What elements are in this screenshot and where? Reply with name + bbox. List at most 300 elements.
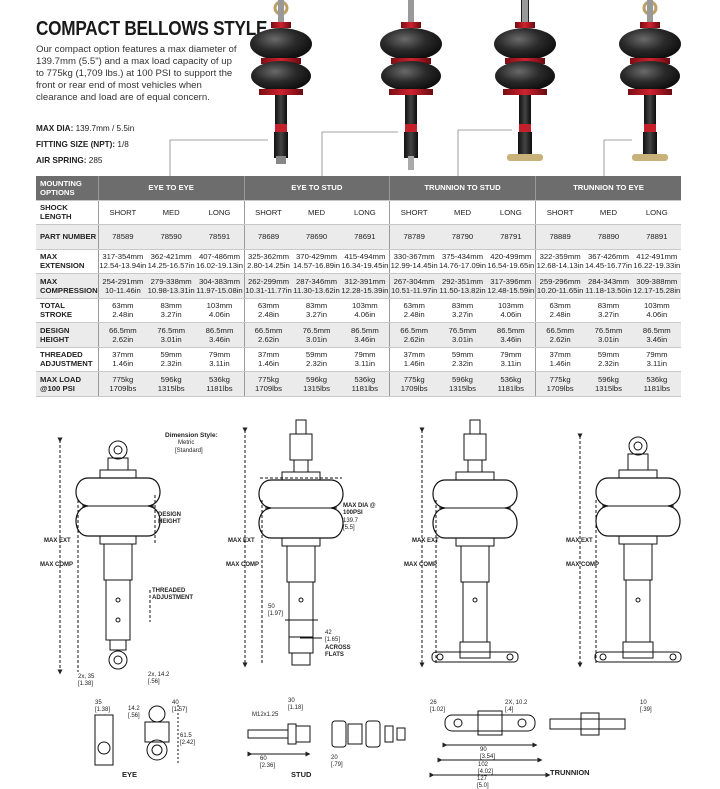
table-cell [98, 249, 147, 274]
max-ext-label-1: MAX EXT [44, 538, 71, 544]
cell-line: 63mm [549, 301, 571, 311]
table-cell [147, 372, 195, 397]
table-cell [390, 298, 439, 323]
table-cell [487, 200, 536, 225]
cell-line: 37mm [257, 350, 280, 360]
table-cell [633, 249, 681, 274]
max-dia-value: 139.7 [5.5] [343, 518, 359, 531]
eye-35-label: 2x, 35 [1.38] [78, 674, 95, 687]
table-cell [292, 249, 340, 274]
cell-line: 3.01in [597, 334, 619, 344]
row-label: MAX EXTENSION [36, 249, 98, 274]
cell-line: 103mm [643, 301, 670, 311]
trunnion-detail-90: 90 [3.54] [480, 747, 496, 760]
table-cell [341, 372, 390, 397]
cell-line: 3.27in [597, 310, 619, 320]
cell-line: 304-383mm [198, 276, 240, 286]
table-cell [584, 274, 632, 299]
cell-line: 78689 [257, 232, 280, 242]
table-cell [341, 225, 390, 250]
table-cell [292, 298, 340, 323]
cell-line: 259-296mm [539, 276, 581, 286]
group-header-trunnion-to-eye: TRUNNION TO EYE [535, 176, 681, 200]
table-cell [438, 274, 486, 299]
cell-line: 14.45-16.77in [584, 261, 632, 271]
table-cell [535, 347, 584, 372]
table-cell [584, 347, 632, 372]
stud-detail-20: 20 [.79] [331, 755, 343, 768]
cell-line: 76.5mm [448, 325, 477, 335]
table-cell [195, 372, 244, 397]
max-ext-label-4: MAX EXT [566, 538, 593, 544]
table-cell [487, 225, 536, 250]
cell-line: MED [162, 207, 180, 217]
cell-line: 59mm [160, 350, 182, 360]
cell-line: LONG [645, 207, 668, 217]
cell-line: 1.46in [549, 359, 571, 369]
table-cell [98, 298, 147, 323]
cell-line: 83mm [160, 301, 182, 311]
cell-line: 1181lbs [643, 383, 670, 393]
cell-line: 312-391mm [344, 276, 386, 286]
cell-line: 79mm [646, 350, 668, 360]
table-cell [633, 225, 681, 250]
max-comp-label-2: MAX COMP [226, 562, 259, 568]
table-cell [195, 274, 244, 299]
cell-line: 775kg [549, 374, 571, 384]
detail-trunnion [432, 711, 625, 775]
table-cell [438, 225, 486, 250]
cell-line: MED [599, 207, 618, 217]
table-cell [98, 347, 147, 372]
cell-line: 267-304mm [393, 276, 435, 286]
cell-line: 1709lbs [400, 383, 428, 393]
cell-line: 86.5mm [496, 325, 525, 335]
cell-line: 3.11in [209, 359, 230, 369]
cell-line: 1315lbs [449, 383, 476, 393]
cell-line: 1181lbs [497, 383, 524, 393]
eye-14-label: 2x, 14.2 [.56] [148, 672, 170, 685]
cell-line: 79mm [500, 350, 522, 360]
cell-line: 63mm [257, 301, 280, 311]
table-cell [244, 298, 292, 323]
table-cell [147, 347, 195, 372]
table-cell [633, 274, 681, 299]
cell-line: 16.34-19.45in [341, 261, 389, 271]
cell-line: LONG [499, 207, 522, 217]
cell-line: 83mm [597, 301, 620, 311]
cell-line: 536kg [500, 374, 522, 384]
table-cell [244, 249, 292, 274]
table-cell [244, 225, 292, 250]
table-cell [147, 225, 195, 250]
cell-line: 10.20-11.65in [536, 285, 584, 295]
cell-line: 1315lbs [303, 383, 330, 393]
cell-line: 12.28-15.39in [341, 285, 389, 295]
page-title: COMPACT BELLOWS STYLE [36, 18, 268, 40]
table-cell [98, 225, 147, 250]
table-cell [341, 274, 390, 299]
cell-line: 3.46in [646, 334, 668, 344]
table-cell [195, 225, 244, 250]
cell-line: 596kg [160, 374, 182, 384]
cell-line: 1.46in [112, 359, 134, 369]
table-cell [390, 249, 439, 274]
cell-line: 78591 [208, 232, 231, 242]
dimension-style-metric: Metric [178, 440, 195, 446]
table-cell [633, 200, 681, 225]
table-cell [487, 249, 536, 274]
cell-line: 10.31-11.77in [245, 285, 292, 295]
stud-50-label: 50 [1.97] [268, 604, 284, 617]
cell-line: 292-351mm [441, 276, 484, 286]
table-cell [584, 372, 632, 397]
cell-line: 2.62in [258, 334, 279, 344]
cell-line: 254-291mm [102, 276, 144, 286]
table-cell [438, 298, 486, 323]
table-cell [98, 372, 147, 397]
table-cell [244, 274, 292, 299]
table-cell [292, 200, 340, 225]
cell-line: 66.5mm [108, 325, 137, 335]
cell-line: 3.27in [306, 310, 327, 320]
cell-line: 76.5mm [302, 325, 331, 335]
max-comp-label-3: MAX COMP [404, 562, 437, 568]
max-dia-label: MAX DIA @ 100PSI [343, 503, 376, 516]
cell-line: 10-11.46in [104, 285, 141, 295]
cell-line: 317-396mm [490, 276, 532, 286]
cell-line: 78690 [305, 232, 328, 242]
cell-line: 362-421mm [150, 252, 192, 262]
group-header-trunnion-to-stud: TRUNNION TO STUD [390, 176, 536, 200]
cell-line: 76.5mm [157, 325, 186, 335]
dimension-style-label: Dimension Style: [165, 432, 218, 439]
table-cell [147, 274, 195, 299]
eye-detail-40: 40 [1.57] [172, 700, 188, 713]
table-cell [535, 274, 584, 299]
eye-detail-61: 61.5 [2.42] [180, 733, 196, 746]
cell-line: 103mm [206, 301, 233, 311]
table-cell [147, 323, 195, 348]
table-cell [292, 372, 340, 397]
stud-thread-label: M12x1.25 [252, 712, 279, 718]
table-cell [633, 372, 681, 397]
cell-line: 11.97-15.08in [196, 285, 243, 295]
cell-line: 83mm [305, 301, 328, 311]
group-header-eye-to-stud: EYE TO STUD [244, 176, 389, 200]
cell-line: 596kg [597, 374, 619, 384]
row-label: MAX LOAD @100 PSI [36, 372, 98, 397]
cell-line: 1.46in [403, 359, 425, 369]
cell-line: 12.99-14.45in [390, 261, 438, 271]
cell-line: 83mm [451, 301, 474, 311]
cell-line: 775kg [403, 374, 425, 384]
cell-line: 2.48in [549, 310, 571, 320]
table-cell [147, 249, 195, 274]
table-cell [633, 347, 681, 372]
cell-line: 86.5mm [205, 325, 234, 335]
cell-line: 2.62in [549, 334, 571, 344]
cell-line: 2.32in [306, 359, 327, 369]
cell-line: SHORT [109, 207, 137, 217]
table-cell [390, 323, 439, 348]
cell-line: 12.54-13.94in [99, 261, 147, 271]
drawing-eye-to-stud [245, 420, 343, 665]
table-cell [98, 323, 147, 348]
table-cell [535, 372, 584, 397]
table-cell [584, 200, 632, 225]
table-cell [584, 225, 632, 250]
table-cell [487, 323, 536, 348]
max-comp-label-1: MAX COMP [40, 562, 73, 568]
cell-line: 78789 [403, 232, 425, 242]
cell-line: 10.98-13.31in [147, 285, 195, 295]
table-cell [195, 200, 244, 225]
table-row [36, 323, 681, 348]
cell-line: 2.32in [452, 359, 473, 369]
cell-line: 4.06in [209, 310, 230, 320]
table-cell [438, 249, 486, 274]
cell-line: LONG [208, 207, 231, 217]
detail-stud [248, 721, 405, 754]
cell-line: 330-367mm [393, 252, 435, 262]
table-cell [292, 347, 340, 372]
table-row [36, 225, 681, 250]
row-label: THREADED ADJUSTMENT [36, 347, 98, 372]
table-cell [487, 372, 536, 397]
cell-line: 78891 [646, 232, 668, 242]
table-cell [390, 225, 439, 250]
cell-line: 3.11in [500, 359, 521, 369]
dimension-style-standard: [Standard] [175, 448, 203, 454]
cell-line: 367-426mm [587, 252, 629, 262]
product-description: Our compact option features a max diameter of 139.7mm (5.5") and a max load capacity of up to 775kg (1,709 lbs.) at 100 PSI to support the front or rear end of most vehicles when clearance and load are of equal concern. [36, 44, 237, 103]
table-cell [438, 200, 486, 225]
cell-line: 59mm [451, 350, 474, 360]
table-cell [195, 298, 244, 323]
cell-line: 11.30-13.62in [293, 285, 340, 295]
drawing-eye-to-eye [60, 440, 160, 672]
cell-line: 2.80-14.25in [247, 261, 290, 271]
table-cell [195, 347, 244, 372]
table-cell [390, 347, 439, 372]
cell-line: 1181lbs [206, 383, 233, 393]
table-cell [633, 298, 681, 323]
cell-line: 14.76-17.09in [438, 261, 487, 271]
cell-line: 12.17-15.28in [633, 285, 681, 295]
cell-line: 11.18-13.50in [585, 285, 632, 295]
cell-line: 11.50-13.82in [439, 285, 486, 295]
cell-line: 78589 [112, 232, 134, 242]
table-corner-header: MOUNTING OPTIONS [36, 176, 98, 200]
cell-line: 14.25-16.57in [147, 261, 195, 271]
table-row [36, 372, 681, 397]
table-cell [390, 274, 439, 299]
cell-line: 4.06in [500, 310, 522, 320]
eye-detail-14: 14.2 [.56] [128, 706, 140, 719]
cell-line: LONG [353, 207, 376, 217]
row-label: MAX COMPRESSION [36, 274, 98, 299]
caption-stud: STUD [291, 770, 312, 779]
table-row [36, 200, 681, 225]
spec-max-dia: MAX DIA: 139.7mm / 5.5in [36, 124, 135, 133]
cell-line: 596kg [452, 374, 473, 384]
cell-line: 10.51-11.97in [390, 285, 438, 295]
cell-line: 3.01in [452, 334, 473, 344]
table-cell [341, 323, 390, 348]
cell-line: 78791 [500, 232, 522, 242]
cell-line: 78790 [451, 232, 474, 242]
cell-line: 3.11in [646, 359, 667, 369]
cell-line: 536kg [209, 374, 230, 384]
table-cell [390, 200, 439, 225]
cell-line: 2.48in [112, 310, 134, 320]
table-cell [292, 225, 340, 250]
max-ext-label-3: MAX EXT [412, 538, 439, 544]
row-label: TOTAL STROKE [36, 298, 98, 323]
cell-line: 309-388mm [636, 276, 678, 286]
cell-line: MED [453, 207, 472, 217]
table-cell [487, 274, 536, 299]
spec-air-spring: AIR SPRING: 285 [36, 156, 103, 165]
row-label: DESIGN HEIGHT [36, 323, 98, 348]
cell-line: 1315lbs [157, 383, 185, 393]
cell-line: 16.22-19.33in [633, 261, 681, 271]
cell-line: 2.32in [160, 359, 182, 369]
table-cell [584, 323, 632, 348]
cell-line: 1709lbs [546, 383, 574, 393]
cell-line: 3.46in [354, 334, 376, 344]
cell-line: 407-486mm [198, 252, 240, 262]
table-cell [584, 298, 632, 323]
table-cell [487, 347, 536, 372]
cell-line: 536kg [646, 374, 668, 384]
table-cell [438, 323, 486, 348]
table-cell [341, 200, 390, 225]
trunnion-detail-26: 26 [1.02] [430, 700, 446, 713]
table-row [36, 298, 681, 323]
stud-detail-30: 30 [1.18] [288, 698, 304, 711]
cell-line: 1.46in [258, 359, 279, 369]
cell-line: 3.27in [452, 310, 473, 320]
cell-line: 3.11in [354, 359, 376, 369]
table-cell [195, 323, 244, 348]
cell-line: 12.48-15.59in [487, 285, 535, 295]
spec-table [36, 176, 681, 397]
cell-line: 412-491mm [636, 252, 678, 262]
cell-line: 415-494mm [344, 252, 386, 262]
cell-line: 103mm [352, 301, 378, 311]
cell-line: 2.62in [112, 334, 134, 344]
cell-line: 1709lbs [109, 383, 137, 393]
table-cell [535, 249, 584, 274]
table-cell [292, 274, 340, 299]
cell-line: 63mm [403, 301, 425, 311]
table-row [36, 274, 681, 299]
across-flats-label: ACROSS FLATS [325, 645, 351, 658]
cell-line: 78590 [160, 232, 182, 242]
design-height-label: DESIGN HEIGHT [158, 512, 182, 525]
cell-line: 3.01in [306, 334, 327, 344]
cell-line: 317-354mm [102, 252, 144, 262]
stud-42-label: 42 [1.65] [325, 630, 341, 643]
cell-line: 86.5mm [642, 325, 671, 335]
table-cell [438, 347, 486, 372]
cell-line: SHORT [400, 207, 428, 217]
cell-line: 79mm [354, 350, 376, 360]
drawing-trunnion-to-eye [580, 436, 681, 665]
cell-line: SHORT [255, 207, 282, 217]
cell-line: 59mm [305, 350, 328, 360]
threaded-adjustment-label: THREADED ADJUSTMENT [152, 588, 194, 601]
table-cell [244, 372, 292, 397]
table-cell [633, 323, 681, 348]
cell-line: 420-499mm [490, 252, 532, 262]
cell-line: 37mm [403, 350, 425, 360]
cell-line: 287-346mm [296, 276, 338, 286]
cell-line: 284-343mm [587, 276, 629, 286]
cell-line: 66.5mm [254, 325, 283, 335]
table-cell [535, 225, 584, 250]
cell-line: 66.5mm [546, 325, 575, 335]
table-cell [244, 347, 292, 372]
cell-line: 63mm [112, 301, 134, 311]
table-cell [584, 249, 632, 274]
cell-line: 4.06in [646, 310, 668, 320]
trunnion-detail-102: 102 [4.02] [478, 762, 494, 775]
table-row [36, 347, 681, 372]
cell-line: MED [307, 207, 326, 217]
cell-line: 1315lbs [595, 383, 622, 393]
cell-line: 4.06in [354, 310, 376, 320]
table-cell [292, 323, 340, 348]
table-cell [147, 200, 195, 225]
cell-line: 322-359mm [539, 252, 581, 262]
cell-line: 103mm [498, 301, 524, 311]
caption-eye: EYE [122, 770, 138, 779]
max-ext-label-2: MAX EXT [228, 538, 255, 544]
cell-line: 66.5mm [400, 325, 429, 335]
spec-fitting-size: FITTING SIZE (NPT): 1/8 [36, 140, 129, 149]
table-cell [535, 323, 584, 348]
cell-line: 262-299mm [247, 276, 290, 286]
cell-line: 79mm [208, 350, 231, 360]
trunnion-detail-2x10: 2X, 10.2 [.4] [505, 700, 528, 713]
cell-line: 775kg [112, 374, 134, 384]
cell-line: 279-338mm [150, 276, 192, 286]
cell-line: 1181lbs [351, 383, 379, 393]
table-cell [341, 298, 390, 323]
cell-line: 12.68-14.13in [536, 261, 584, 271]
table-cell [98, 200, 147, 225]
table-cell [244, 200, 292, 225]
cell-line: 78890 [597, 232, 620, 242]
cell-line: 2.48in [258, 310, 279, 320]
table-row [36, 249, 681, 274]
trunnion-detail-127: 127 [5.0] [477, 776, 489, 789]
table-cell [341, 347, 390, 372]
table-cell [98, 274, 147, 299]
table-cell [147, 298, 195, 323]
cell-line: 78691 [354, 232, 376, 242]
cell-line: SHORT [546, 207, 574, 217]
trunnion-detail-10: 10 [.39] [640, 700, 652, 713]
table-cell [438, 372, 486, 397]
table-cell [195, 249, 244, 274]
table-cell [535, 298, 584, 323]
cell-line: 86.5mm [350, 325, 379, 335]
cell-line: 16.02-19.13in [195, 261, 243, 271]
